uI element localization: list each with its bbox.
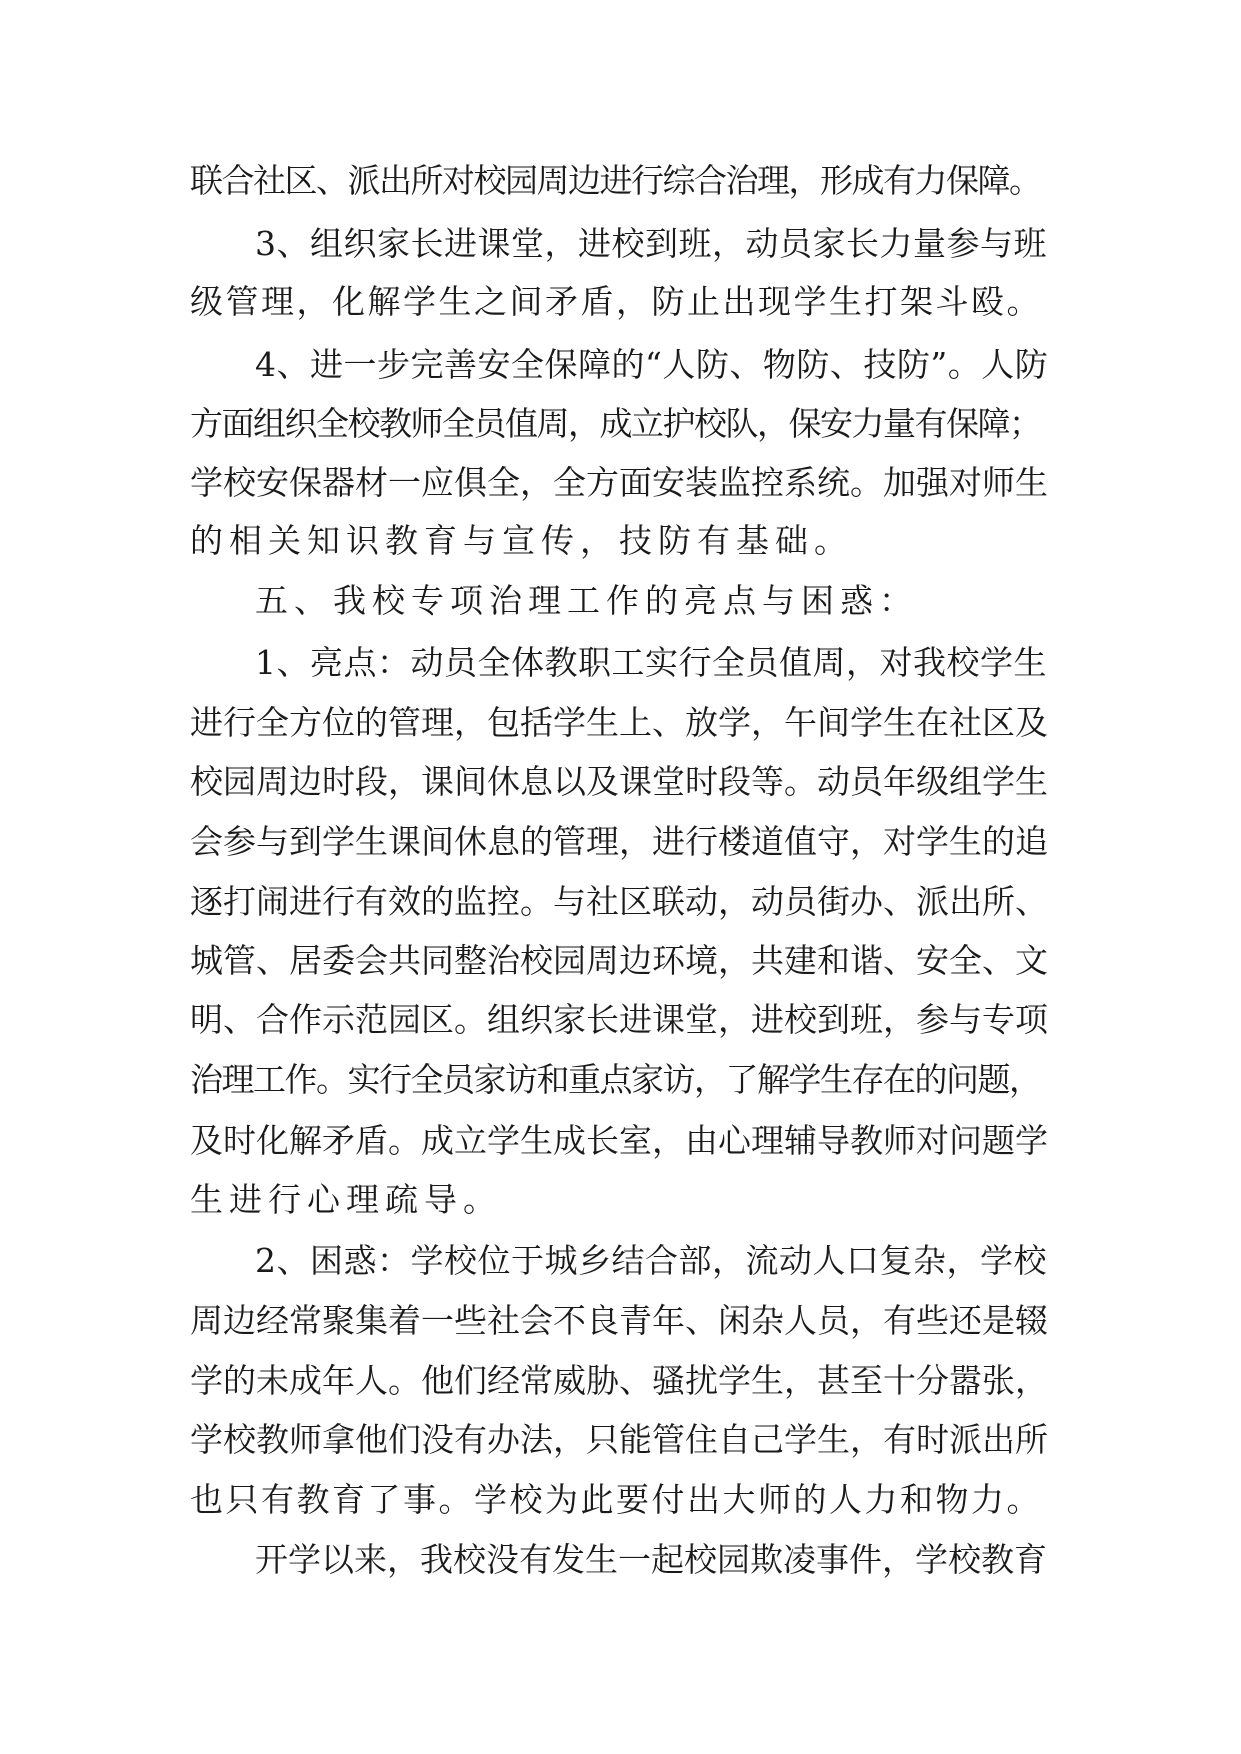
section-heading: 五、我校专项治理工作的亮点与困惑： (255, 581, 918, 620)
text-line: 生进行心理疏导。 (190, 1180, 502, 1219)
text-line: 的相关知识教育与宣传，技防有基础。 (190, 521, 853, 560)
text-line: 联合社区、派出所对校园周边进行综合治理，形成有力保障。 (190, 161, 1041, 200)
text-line: 校园周边时段，课间休息以及课堂时段等。动员年级组学生 (190, 762, 1048, 801)
text-line: 逐打闹进行有效的监控。与社区联动，动员街办、派出所、 (190, 882, 1048, 921)
text-line: 4、进一步完善安全保障的“人防、物防、技防”。人防 (255, 345, 1049, 384)
text-line: 学的未成年人。他们经常威胁、骚扰学生，甚至十分嚣张， (190, 1361, 1048, 1400)
text-line: 及时化解矛盾。成立学生成长室，由心理辅导教师对问题学 (190, 1121, 1048, 1160)
text-line: 学校安保器材一应俱全，全方面安装监控系统。加强对师生 (190, 463, 1048, 502)
text-line: 级管理，化解学生之间矛盾，防止出现学生打架斗殴。 (190, 282, 1042, 321)
text-line: 2、困惑：学校位于城乡结合部，流动人口复杂，学校 (255, 1241, 1047, 1280)
text-line: 3、组织家长进课堂，进校到班，动员家长力量参与班 (255, 224, 1047, 263)
text-line: 也只有教育了事。学校为此要付出大师的人力和物力。 (190, 1480, 1042, 1519)
text-line: 1、亮点：动员全体教职工实行全员值周，对我校学生 (255, 643, 1047, 682)
text-line: 方面组织全校教师全员值周，成立护校队，保安力量有保障； (190, 404, 1041, 443)
text-line: 开学以来，我校没有发生一起校园欺凌事件，学校教育 (255, 1540, 1047, 1579)
text-line: 进行全方位的管理，包括学生上、放学，午间学生在社区及 (190, 703, 1048, 742)
text-line: 学校教师拿他们没有办法，只能管住自己学生，有时派出所 (190, 1420, 1048, 1459)
text-line: 城管、居委会共同整治校园周边环境，共建和谐、安全、文 (190, 941, 1048, 980)
text-line: 治理工作。实行全员家访和重点家访，了解学生存在的问题， (190, 1060, 1041, 1099)
text-line: 周边经常聚集着一些社会不良青年、闲杂人员，有些还是辍 (190, 1301, 1048, 1340)
text-line: 明、合作示范园区。组织家长进课堂，进校到班，参与专项 (190, 1000, 1048, 1039)
text-line: 会参与到学生课间休息的管理，进行楼道值守，对学生的追 (190, 822, 1048, 861)
